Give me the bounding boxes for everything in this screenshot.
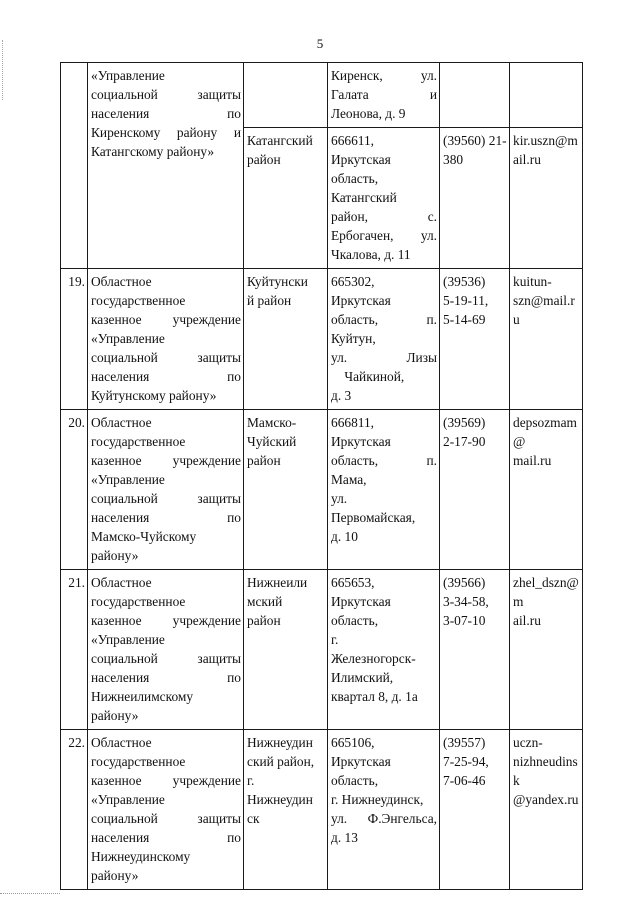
row-number: 20. [61, 410, 88, 570]
email-address: zhel_dszn@m ail.ru [510, 570, 583, 730]
institution-name: Областное государственное казенное учреждение «Управление социальной защиты населения по Нижнеилимскому району» [88, 570, 244, 730]
table-row [61, 63, 583, 128]
row-number: 22. [61, 730, 88, 890]
address: 666611, Иркутская область, Катангский район, с. Ербогачен, ул. Чкалова, д. 11 [328, 128, 440, 269]
district-name: Куйтунски й район [244, 269, 328, 410]
address: 665106, Иркутская область, г. Нижнеудинск, ул. Ф.Энгельса, д. 13 [328, 730, 440, 890]
email-address: kir.uszn@mail.ru [510, 128, 583, 269]
phone-number: (39560) 21-380 [440, 128, 510, 269]
district-name: Нижнеудин ский район, г. Нижнеудин ск [244, 730, 328, 890]
row-number: 21. [61, 570, 88, 730]
address: 665302, Иркутская область, п. Куйтун, ул. Лизы Чайкиной, д. 3 [328, 269, 440, 410]
institution-name: Областное государственное казенное учреждение «Управление социальной защиты населения по Куйтунскому району» [88, 269, 244, 410]
address: 666811, Иркутская область, п. Мама, ул. Первомайская, д. 10 [328, 410, 440, 570]
email-address [510, 63, 583, 128]
phone-number: (39569) 2-17-90 [440, 410, 510, 570]
institution-name: Областное государственное казенное учреждение «Управление социальной защиты населения по Нижнеудинскому району» [88, 730, 244, 890]
phone-number: (39566) 3-34-58, 3-07-10 [440, 570, 510, 730]
row-number: 19. [61, 269, 88, 410]
institution-name: «Управление социальной защиты населения по Киренскому району и Катангскому району» [88, 63, 244, 269]
row-number [61, 63, 88, 269]
email-address: kuitun- szn@mail.ru [510, 269, 583, 410]
email-address: depsozmam@ mail.ru [510, 410, 583, 570]
institutions-table [60, 62, 583, 890]
phone-number: (39536) 5-19-11, 5-14-69 [440, 269, 510, 410]
district-name [244, 63, 328, 128]
phone-number: (39557) 7-25-94, 7-06-46 [440, 730, 510, 890]
table-row [61, 570, 583, 730]
district-name: Катангский район [244, 128, 328, 269]
table-row [61, 410, 583, 570]
district-name: Нижнеили мский район [244, 570, 328, 730]
district-name: Мамско- Чуйский район [244, 410, 328, 570]
page-number: 5 [316, 36, 324, 51]
address: Киренск, ул. Галата и Леонова, д. 9 [328, 63, 440, 128]
email-address: uczn- nizhneudinsk @yandex.ru [510, 730, 583, 890]
institution-name: Областное государственное казенное учреждение «Управление социальной защиты населения по Мамско-Чуйскому району» [88, 410, 244, 570]
phone-number [440, 63, 510, 128]
bottom-margin-rule [0, 893, 60, 894]
address: 665653, Иркутская область, г. Железногорск- Илимский, квартал 8, д. 1а [328, 570, 440, 730]
table-row [61, 269, 583, 410]
table-row [61, 730, 583, 890]
